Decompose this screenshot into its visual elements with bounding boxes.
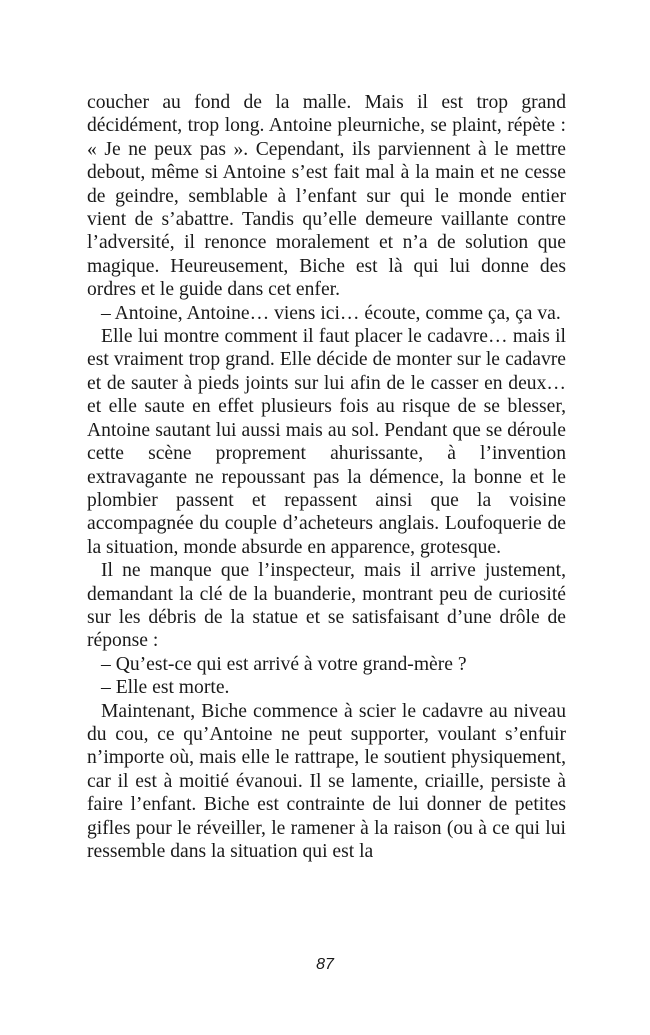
paragraph-2: Elle lui montre comment il faut placer le cadavre… mais il est vraiment trop grand. Elle décide de monter sur le cadavre et de sauter à pieds joints sur lui afin de le casser en deux… et elle saute en effet plusieurs fois au risque de se blesser, Antoine sautant lui aussi mais au sol. Pendant que se déroule cette scène proprement ahurissante, à l’invention extravagante ne repoussant pas la démence, la bonne et le plombier passent et repassent ainsi que la voisine accompagnée du couple d’acheteurs anglais. Loufoquerie de la situation, monde absurde en apparence, grotesque. [87,326,566,558]
dialogue-line-3: – Elle est morte. [101,677,230,699]
page-number: 87 [316,956,334,973]
paragraph-3: Il ne manque que l’inspecteur, mais il arrive justement, demandant la clé de la buanderie, montrant peu de curiosité sur les débris de la statue et se satisfaisant d’une drôle de réponse : [87,560,566,652]
paragraph-4: Maintenant, Biche commence à scier le cadavre au niveau du cou, ce qu’Antoine ne peut supporter, voulant s’enfuir n’importe où, mais elle le rattrape, le soutient physiquement, car il est à moitié évanoui. Il se lamente, criaille, persiste à faire l’enfant. Biche est contrainte de lui donner de petites gifles pour le réveiller, le ramener à la raison (ou à ce qui lui ressemble dans la situation qui est la [87,700,566,862]
dialogue-line-1: – Antoine, Antoine… viens ici… écoute, comme ça, ça va. [101,302,561,324]
page-body [87,91,566,863]
dialogue-line-2: – Qu’est-ce qui est arrivé à votre grand-mère ? [101,653,467,675]
paragraph-1: coucher au fond de la malle. Mais il est trop grand décidément, trop long. Antoine pleurniche, se plaint, répète : « Je ne peux pas ». Cependant, ils parviennent à le mettre debout, même si Antoine s’est fait mal à la main et ne cesse de geindre, semblable à l’enfant sur qui le monde entier vient de s’abattre. Tandis qu’elle demeure vaillante contre l’adversité, il renonce moralement et n’a de solution que magique. Heureusement, Biche est là qui lui donne des ordres et le guide dans cet enfer. [87,92,566,301]
